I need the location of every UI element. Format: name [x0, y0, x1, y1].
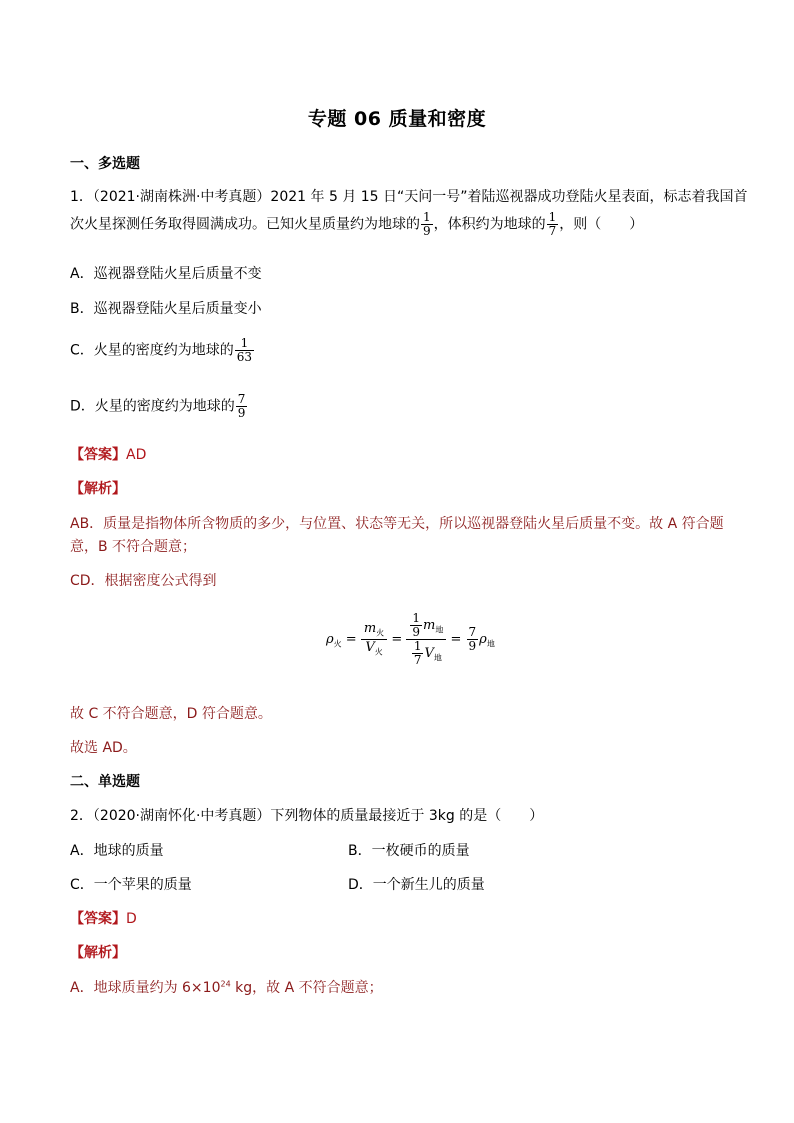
formula-fraction-m-over-v — [361, 621, 387, 657]
fraction-denominator: 9 — [237, 406, 246, 420]
formula-v: V — [424, 646, 434, 661]
q1-analysis-line5: 故选 AD。 — [70, 740, 137, 756]
fraction-denominator: 7 — [413, 653, 422, 667]
q1-stem-text-a: 次火星探测任务取得圆满成功。已知火星质量约为地球的 — [70, 216, 420, 233]
fraction-denominator: 63 — [236, 350, 253, 364]
q1-option-d — [70, 393, 248, 420]
q2-analysis-line1 — [70, 977, 383, 997]
formula-equals: = — [450, 632, 462, 647]
q2-option-d: D．一个新生儿的质量 — [348, 877, 485, 893]
formula-rho: ρ — [479, 632, 487, 647]
q1-option-c — [70, 337, 255, 364]
q1-analysis-label: 【解析】 — [70, 481, 126, 497]
q1-stem-line1: 1．（2021·湖南株洲·中考真题）2021 年 5 月 15 日“天问一号”着陆巡视器成功登陆火星表面，标志着我国首 — [70, 189, 748, 205]
fraction-numerator: 1 — [413, 639, 422, 653]
q1-analysis-line4: 故 C 不符合题意，D 符合题意。 — [70, 706, 272, 722]
formula-subscript: 地 — [435, 625, 444, 635]
q2-stem: 2．（2020·湖南怀化·中考真题）下列物体的质量最接近于 3kg 的是（ ） — [70, 808, 544, 824]
q1-analysis-line3: CD．根据密度公式得到 — [70, 573, 217, 589]
q1-option-a: A．巡视器登陆火星后质量不变 — [70, 266, 262, 282]
formula-subscript: 地 — [433, 653, 442, 663]
q2-answer — [70, 908, 137, 928]
formula-compound-fraction — [406, 612, 446, 667]
fraction-numerator: 7 — [237, 392, 246, 406]
formula-m: m — [363, 621, 377, 637]
answer-value: D — [126, 911, 137, 927]
q1-stem-text-c: ，则（ ） — [559, 216, 644, 233]
fraction-numerator: 1 — [412, 611, 420, 625]
formula-subscript: 地 — [486, 639, 495, 649]
q1-fraction-volume — [547, 211, 559, 238]
fraction-denominator: 9 — [423, 224, 431, 238]
formula-m: m — [423, 618, 436, 633]
fraction-numerator: 7 — [468, 625, 477, 639]
q1-stem-text-b: ，体积约为地球的 — [433, 216, 546, 233]
q2-analysis-label: 【解析】 — [70, 945, 126, 961]
section-heading-multi: 一、多选题 — [70, 156, 140, 172]
q1-option-b: B．巡视器登陆火星后质量变小 — [70, 301, 262, 317]
page-title: 专题 06 质量和密度 — [307, 108, 487, 130]
fraction-numerator: 1 — [235, 337, 254, 351]
answer-label: 【答案】 — [70, 911, 126, 927]
fraction-denominator: 9 — [412, 625, 420, 639]
q2-option-a: A．地球的质量 — [70, 843, 164, 859]
fraction-denominator: 7 — [548, 224, 557, 238]
q1-analysis-line2: 意，B 不符合题意； — [70, 539, 197, 555]
q1-analysis-line1: AB．质量是指物体所含物质的多少，与位置、状态等无关，所以巡视器登陆火星后质量不变。故 A 符合题 — [70, 516, 724, 532]
density-formula — [326, 612, 495, 667]
q2-option-b: B．一枚硬币的质量 — [348, 843, 470, 859]
analysis-text-b: kg，故 A 不符合题意； — [230, 980, 383, 996]
q1-answer — [70, 444, 146, 464]
analysis-text-a: A．地球质量约为 6×10 — [70, 980, 221, 996]
fraction-denominator: 9 — [468, 639, 477, 653]
option-c-text: C．火星的密度约为地球的 — [70, 342, 234, 359]
fraction-numerator: 1 — [548, 210, 557, 224]
formula-v: V — [365, 640, 375, 655]
answer-value: AD — [126, 447, 147, 463]
formula-subscript: 火 — [376, 629, 385, 638]
formula-rho: ρ — [326, 632, 334, 647]
option-d-fraction — [236, 393, 248, 420]
q1-fraction-mass — [421, 211, 433, 238]
formula-equals: = — [391, 632, 403, 647]
formula-result-fraction — [467, 626, 479, 653]
exponent: 24 — [220, 979, 231, 989]
q2-option-c: C．一个苹果的质量 — [70, 877, 192, 893]
q1-stem-line2 — [70, 211, 643, 238]
formula-equals: = — [345, 632, 357, 647]
answer-label: 【答案】 — [70, 447, 126, 463]
section-heading-single: 二、单选题 — [70, 774, 140, 790]
formula-subscript: 火 — [374, 647, 383, 657]
option-c-fraction — [235, 337, 254, 364]
fraction-numerator: 1 — [423, 210, 431, 224]
option-d-text: D．火星的密度约为地球的 — [70, 398, 235, 415]
formula-subscript: 火 — [333, 639, 342, 649]
